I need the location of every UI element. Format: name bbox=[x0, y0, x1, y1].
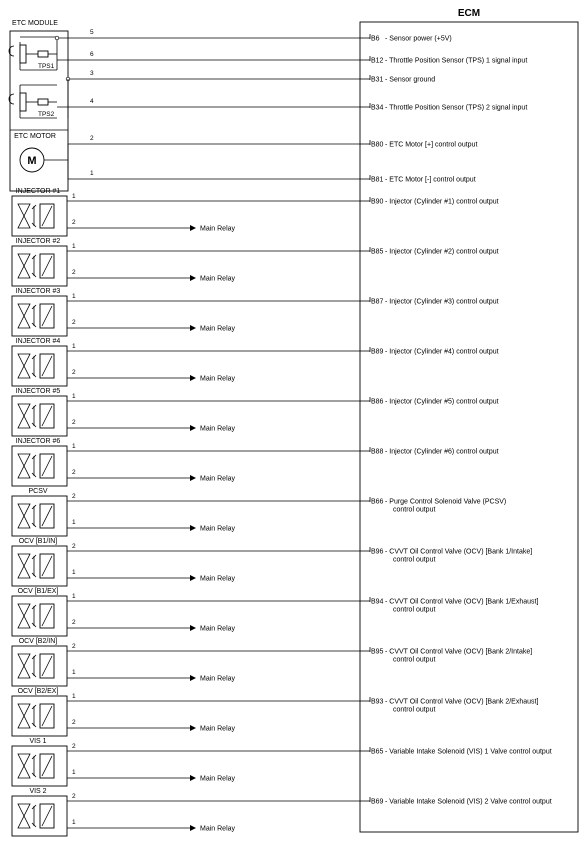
relay-pin-number: 1 bbox=[72, 819, 76, 826]
component-box bbox=[12, 196, 67, 236]
main-relay-label: Main Relay bbox=[200, 725, 236, 733]
arrow-head-icon bbox=[190, 275, 196, 281]
main-relay-label: Main Relay bbox=[200, 275, 236, 283]
component-box bbox=[12, 746, 67, 786]
motor-letter: M bbox=[27, 155, 37, 167]
component-box bbox=[12, 496, 67, 536]
ecm-pin-desc: - Injector (Cylinder #2) control output bbox=[385, 248, 499, 256]
ecm-pin-id: B31 bbox=[371, 76, 384, 84]
ecm-pin-id: B87 bbox=[371, 298, 384, 306]
signal-pin-number: 1 bbox=[72, 393, 76, 400]
ecm-pin-desc: - Throttle Position Sensor (TPS) 1 signal input bbox=[385, 57, 528, 65]
ecm-pin-desc: - CVVT Oil Control Valve (OCV) [Bank 1/Exhaust] bbox=[385, 598, 539, 606]
ecm-pin-id: B6 bbox=[371, 35, 380, 43]
main-relay-label: Main Relay bbox=[200, 575, 236, 583]
signal-pin-number: 1 bbox=[72, 443, 76, 450]
tps1-label: TPS1 bbox=[38, 63, 55, 70]
ecm-pin-id: B96 bbox=[371, 548, 384, 556]
signal-pin-number: 2 bbox=[72, 543, 76, 550]
component-4 bbox=[12, 388, 67, 436]
ecm-pin-desc: - Injector (Cylinder #6) control output bbox=[385, 448, 499, 456]
signal-pin-number: 1 bbox=[72, 693, 76, 700]
main-relay-label: Main Relay bbox=[200, 525, 236, 533]
arrow-head-icon bbox=[190, 525, 196, 531]
relay-pin-number: 1 bbox=[72, 519, 76, 526]
relay-pin-number: 1 bbox=[72, 769, 76, 776]
component-2 bbox=[12, 288, 67, 336]
etc-pin-number: 4 bbox=[90, 98, 94, 105]
relay-pin-number: 2 bbox=[72, 469, 76, 476]
signal-pin-number: 2 bbox=[72, 643, 76, 650]
ecm-title: ECM bbox=[457, 8, 481, 19]
ecm-pin-desc-line2: control output bbox=[393, 556, 436, 564]
arrow-head-icon bbox=[190, 725, 196, 731]
component-9 bbox=[12, 638, 67, 686]
ecm-pin-desc: - Sensor power (+5V) bbox=[385, 35, 452, 43]
component-box bbox=[12, 696, 67, 736]
component-7 bbox=[12, 538, 67, 586]
main-relay-label: Main Relay bbox=[200, 225, 236, 233]
ecm-pin-desc-line2: control output bbox=[393, 656, 436, 664]
ecm-pin-id: B65 bbox=[371, 748, 384, 756]
component-label: VIS 1 bbox=[29, 738, 47, 745]
ecm-pin-desc: - Injector (Cylinder #1) control output bbox=[385, 198, 499, 206]
component-label: INJECTOR #5 bbox=[15, 388, 61, 395]
ecm-pin-desc: - Variable Intake Solenoid (VIS) 1 Valve control output bbox=[385, 748, 552, 756]
arrow-head-icon bbox=[190, 325, 196, 331]
etc-motor-label: ETC MOTOR bbox=[14, 133, 56, 140]
etc-pin-number: 1 bbox=[90, 170, 94, 177]
signal-pin-number: 1 bbox=[72, 593, 76, 600]
arrow-head-icon bbox=[190, 625, 196, 631]
arrow-head-icon bbox=[190, 225, 196, 231]
relay-pin-number: 2 bbox=[72, 319, 76, 326]
signal-pin-number: 2 bbox=[72, 743, 76, 750]
component-1 bbox=[12, 238, 67, 286]
tps2-label: TPS2 bbox=[38, 111, 55, 118]
ecm-pin-id: B34 bbox=[371, 104, 384, 112]
relay-pin-number: 2 bbox=[72, 219, 76, 226]
ecm-pin-desc: - Throttle Position Sensor (TPS) 2 signal input bbox=[385, 104, 528, 112]
component-box bbox=[12, 796, 67, 836]
ecm-pin-id: B90 bbox=[371, 198, 384, 206]
component-box bbox=[12, 596, 67, 636]
relay-pin-number: 2 bbox=[72, 419, 76, 426]
ecm-pin-id: B85 bbox=[371, 248, 384, 256]
relay-pin-number: 2 bbox=[72, 719, 76, 726]
ecm-pin-desc: - Injector (Cylinder #5) control output bbox=[385, 398, 499, 406]
component-label: INJECTOR #1 bbox=[15, 188, 61, 195]
ecm-pin-id: B80 bbox=[371, 141, 384, 149]
ecm-pin-desc-line2: control output bbox=[393, 506, 436, 514]
ecm-pin-id: B95 bbox=[371, 648, 384, 656]
component-12 bbox=[12, 788, 67, 836]
main-relay-label: Main Relay bbox=[200, 675, 236, 683]
arrow-head-icon bbox=[190, 475, 196, 481]
component-8 bbox=[12, 588, 67, 636]
arrow-head-icon bbox=[190, 575, 196, 581]
relay-pin-number: 1 bbox=[72, 569, 76, 576]
component-label: OCV [B1/IN] bbox=[18, 538, 58, 545]
ecm-pin-desc: - ETC Motor [+] control output bbox=[385, 141, 478, 149]
ecm-pin-id: B89 bbox=[371, 348, 384, 356]
relay-pin-number: 2 bbox=[72, 619, 76, 626]
signal-pin-number: 2 bbox=[72, 793, 76, 800]
main-relay-label: Main Relay bbox=[200, 375, 236, 383]
ecm-pin-desc: - CVVT Oil Control Valve (OCV) [Bank 2/Intake] bbox=[385, 648, 533, 656]
signal-pin-number: 1 bbox=[72, 193, 76, 200]
component-box bbox=[12, 296, 67, 336]
main-relay-label: Main Relay bbox=[200, 825, 236, 833]
ecm-pin-desc: - ETC Motor [-] control output bbox=[385, 176, 476, 184]
ecm-pin-id: B66 bbox=[371, 498, 384, 506]
etc-pin-number: 5 bbox=[90, 29, 94, 36]
arrow-head-icon bbox=[190, 775, 196, 781]
component-10 bbox=[12, 688, 67, 736]
main-relay-label: Main Relay bbox=[200, 625, 236, 633]
etc-pin-number: 6 bbox=[90, 51, 94, 58]
component-box bbox=[12, 546, 67, 586]
ecm-pin-id: B94 bbox=[371, 598, 384, 606]
component-5 bbox=[12, 438, 67, 486]
signal-pin-number: 2 bbox=[72, 493, 76, 500]
arrow-head-icon bbox=[190, 825, 196, 831]
component-label: INJECTOR #2 bbox=[15, 238, 61, 245]
component-label: OCV [B2/EX] bbox=[17, 688, 59, 695]
arrow-head-icon bbox=[190, 375, 196, 381]
signal-pin-number: 1 bbox=[72, 293, 76, 300]
main-relay-label: Main Relay bbox=[200, 425, 236, 433]
ecm-pin-id: B86 bbox=[371, 398, 384, 406]
ecm-pin-desc: - Purge Control Solenoid Valve (PCSV) bbox=[385, 498, 507, 506]
component-11 bbox=[12, 738, 67, 786]
motor-symbol bbox=[20, 148, 44, 172]
junction-dot bbox=[55, 36, 59, 40]
arrow-head-icon bbox=[190, 675, 196, 681]
component-label: OCV [B2/IN] bbox=[18, 638, 58, 645]
component-box bbox=[12, 396, 67, 436]
ecm-pin-id: B69 bbox=[371, 798, 384, 806]
component-label: INJECTOR #3 bbox=[15, 288, 61, 295]
ecm-pin-desc: - Injector (Cylinder #4) control output bbox=[385, 348, 499, 356]
component-label: PCSV bbox=[28, 488, 48, 495]
component-box bbox=[12, 346, 67, 386]
ecm-pin-desc-line2: control output bbox=[393, 706, 436, 714]
ecm-pin-id: B12 bbox=[371, 57, 384, 65]
component-box bbox=[12, 646, 67, 686]
ecm-pin-id: B81 bbox=[371, 176, 384, 184]
ecm-pin-desc-line2: control output bbox=[393, 606, 436, 614]
ecm-pin-desc: - Injector (Cylinder #3) control output bbox=[385, 298, 499, 306]
component-3 bbox=[12, 338, 67, 386]
component-label: INJECTOR #6 bbox=[15, 438, 61, 445]
component-0 bbox=[12, 188, 67, 236]
etc-module-label: ETC MODULE bbox=[12, 20, 58, 27]
component-label: INJECTOR #4 bbox=[15, 338, 61, 345]
signal-pin-number: 1 bbox=[72, 243, 76, 250]
main-relay-label: Main Relay bbox=[200, 325, 236, 333]
relay-pin-number: 2 bbox=[72, 369, 76, 376]
main-relay-label: Main Relay bbox=[200, 775, 236, 783]
component-box bbox=[12, 246, 67, 286]
relay-pin-number: 1 bbox=[72, 669, 76, 676]
etc-pin-number: 2 bbox=[90, 135, 94, 142]
ecm-pin-id: B93 bbox=[371, 698, 384, 706]
main-relay-label: Main Relay bbox=[200, 475, 236, 483]
component-label: OCV [B1/EX] bbox=[17, 588, 59, 595]
component-6 bbox=[12, 488, 67, 536]
ecm-pin-desc: - Variable Intake Solenoid (VIS) 2 Valve control output bbox=[385, 798, 552, 806]
component-label: VIS 2 bbox=[29, 788, 47, 795]
signal-pin-number: 1 bbox=[72, 343, 76, 350]
ecm-pin-desc: - Sensor ground bbox=[385, 76, 436, 84]
relay-pin-number: 2 bbox=[72, 269, 76, 276]
ecm-pin-desc: - CVVT Oil Control Valve (OCV) [Bank 2/Exhaust] bbox=[385, 698, 539, 706]
ecm-pin-id: B88 bbox=[371, 448, 384, 456]
etc-pin-number: 3 bbox=[90, 70, 94, 77]
arrow-head-icon bbox=[190, 425, 196, 431]
ecm-pin-desc: - CVVT Oil Control Valve (OCV) [Bank 1/Intake] bbox=[385, 548, 533, 556]
component-box bbox=[12, 446, 67, 486]
